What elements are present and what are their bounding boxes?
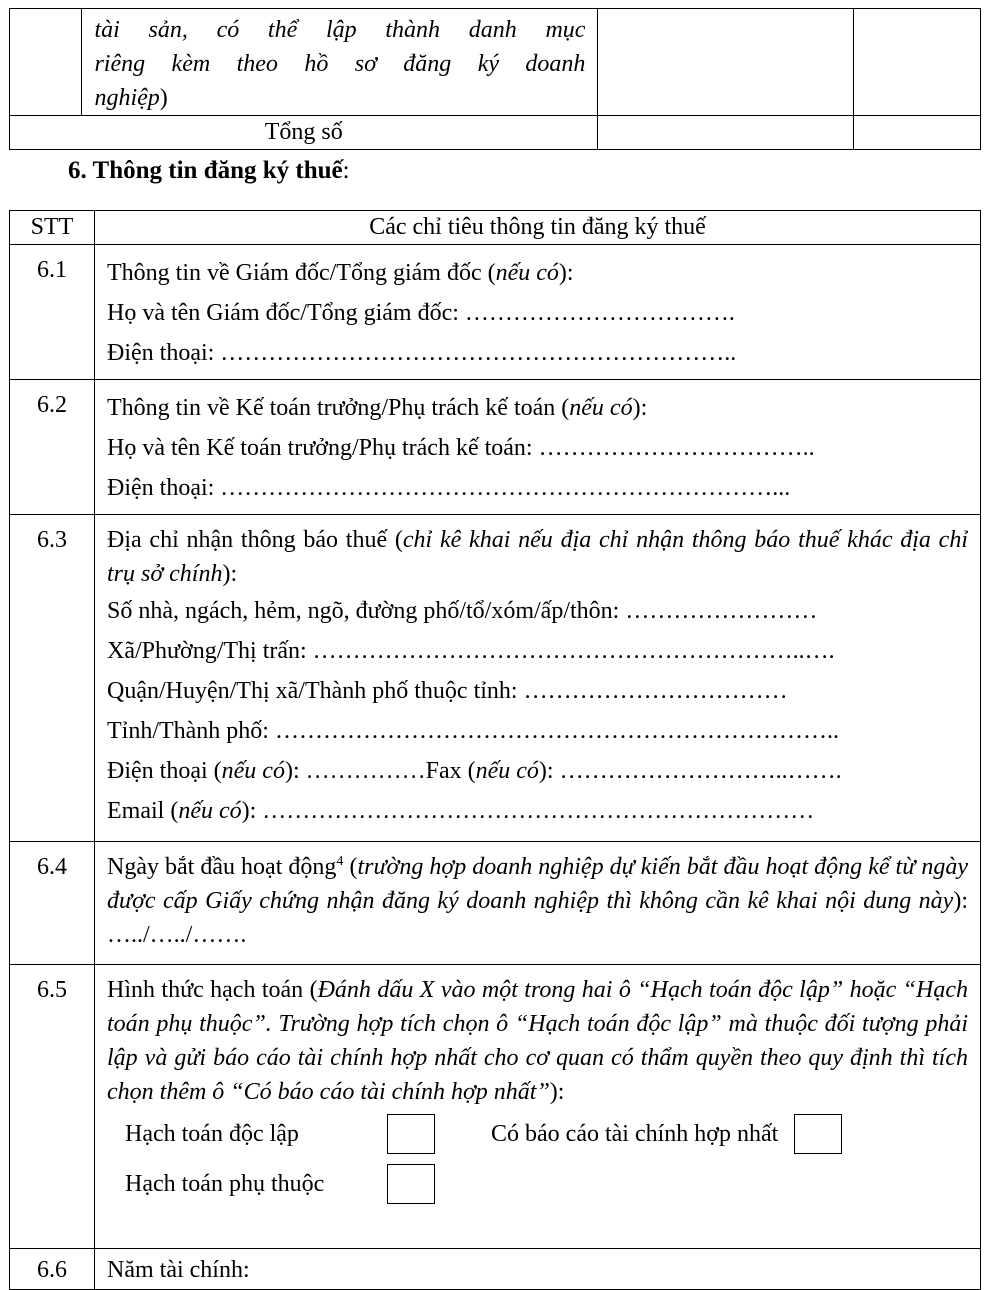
province-field[interactable]: Tỉnh/Thành phố: ……………………………………………………………..: [107, 718, 839, 744]
ratio-cell[interactable]: [854, 9, 981, 116]
ward-field[interactable]: Xã/Phường/Thị trấn: ……………………………………………………..….: [107, 638, 835, 664]
column-header-title: Các chỉ tiêu thông tin đăng ký thuế: [95, 211, 981, 245]
director-info-cell: [95, 245, 981, 380]
tax-notice-address-label: [107, 523, 968, 591]
column-header-stt: STT: [10, 211, 95, 245]
table-cell: [10, 9, 82, 116]
footnote-marker: 4: [336, 854, 344, 869]
district-field[interactable]: Quận/Huyện/Thị xã/Thành phố thuộc tỉnh: ……………………………: [107, 678, 788, 704]
accounting-method-cell: [95, 965, 981, 1249]
row-6-4: [10, 842, 981, 965]
row-number: 6.5: [10, 965, 95, 1249]
label-open: (: [343, 854, 358, 880]
row-number: 6.6: [10, 1249, 95, 1290]
chief-accountant-cell: [95, 380, 981, 515]
phone-fax-field[interactable]: [107, 751, 968, 791]
label-note: Đánh dấu X vào một trong hai ô “Hạch toán độc lập” hoặc “Hạch toán phụ thuộc”. Trường hợp tích chọn ô “Hạch toán độc lập” mà thuộc đối tượng phải lập và gửi báo cáo tài chính hợp nhất cho cơ quan có thẩm quyền theo quy định thì tích chọn thêm ô “Có báo cáo tài chính hợp nhất”: [107, 977, 968, 1105]
asset-text-line: [94, 81, 585, 115]
director-info-label: [107, 253, 968, 293]
option-independent-checkbox[interactable]: [387, 1114, 435, 1154]
label-suffix: ):: [632, 395, 648, 421]
label-suffix: ):: [549, 1079, 565, 1105]
row-number: 6.3: [10, 515, 95, 842]
row-number: 6.1: [10, 245, 95, 380]
value-cell[interactable]: [598, 9, 854, 116]
label-suffix: ):: [558, 260, 574, 286]
option-consolidated-checkbox[interactable]: [794, 1114, 842, 1154]
option-dependent-checkbox[interactable]: [387, 1164, 435, 1204]
asset-text-tail: ): [159, 85, 168, 111]
label-suffix: ):: [222, 561, 238, 587]
director-phone-field[interactable]: Điện thoại: ………………………………………………………..: [107, 340, 737, 366]
option-row: [107, 1109, 968, 1159]
tax-notice-address-cell: [95, 515, 981, 842]
option-consolidated-label: Có báo cáo tài chính hợp nhất: [491, 1121, 779, 1147]
section-title: 6. Thông tin đăng ký thuế: [68, 157, 343, 184]
label-note: nếu có: [495, 260, 559, 286]
email-note: nếu có: [178, 798, 242, 824]
asset-text-line: riêng kèm theo hồ sơ đăng ký doanh: [94, 51, 586, 77]
address-fields: [107, 591, 968, 831]
label-text: Thông tin về Kế toán trưởng/Phụ trách kế toán (: [107, 395, 570, 421]
label-text: Ngày bắt đầu hoạt động: [107, 854, 337, 880]
row-6-6: [10, 1249, 981, 1290]
asset-table: [9, 8, 981, 150]
tax-registration-table: [9, 210, 981, 1290]
start-date-field[interactable]: [107, 850, 968, 952]
start-date-cell: [95, 842, 981, 965]
label-text: Địa chỉ nhận thông báo thuế (: [107, 527, 403, 553]
total-ratio-cell[interactable]: [854, 116, 981, 150]
email-field[interactable]: [107, 791, 968, 831]
total-value-cell[interactable]: [598, 116, 854, 150]
email-dots: ): ……………………………………………………………: [241, 798, 815, 824]
row-6-1: [10, 245, 981, 380]
row-6-3: [10, 515, 981, 842]
chief-accountant-label: [107, 388, 968, 428]
label-note: nếu có: [569, 395, 633, 421]
option-dependent-label: Hạch toán phụ thuộc: [125, 1171, 325, 1197]
chief-accountant-phone-field[interactable]: Điện thoại: ……………………………………………………………...: [107, 475, 791, 501]
asset-text-last: nghiệp: [94, 85, 160, 111]
label-note: chỉ kê khai nếu địa chỉ nhận thông báo thuế khác địa chỉ trụ sở chính: [107, 527, 968, 587]
email-label: Email (: [107, 798, 179, 824]
fax-dots: ): ………………………..…….: [538, 758, 842, 784]
phone-note: nếu có: [221, 758, 285, 784]
table-header-row: [10, 211, 981, 245]
total-label: Tổng số: [10, 116, 598, 150]
label-note: trường hợp doanh nghiệp dự kiến bắt đầu hoạt động kể từ ngày được cấp Giấy chứng nhận đăng ký doanh nghiệp thì không cần kê khai nội dung này: [107, 854, 968, 914]
row-6-5: [10, 965, 981, 1249]
row-6-2: [10, 380, 981, 515]
option-row: [107, 1159, 968, 1209]
phone-label: Điện thoại (: [107, 758, 222, 784]
house-street-field[interactable]: Số nhà, ngách, hẻm, ngõ, đường phố/tổ/xóm/ấp/thôn: ……………………: [107, 598, 818, 624]
fax-label: ): ……………Fax (: [284, 758, 476, 784]
row-number: 6.2: [10, 380, 95, 515]
label-text: Hình thức hạch toán (: [107, 977, 318, 1003]
fiscal-year-field[interactable]: Năm tài chính:: [95, 1249, 981, 1290]
asset-text-line: tài sản, có thể lập thành danh mục: [94, 17, 586, 43]
accounting-method-label: [107, 973, 968, 1109]
option-independent-label: Hạch toán độc lập: [125, 1121, 299, 1147]
date-dots: ): …../…../…….: [107, 888, 968, 948]
total-row: [10, 116, 981, 150]
section-title-suffix: :: [342, 157, 350, 184]
label-text: Thông tin về Giám đốc/Tổng giám đốc (: [107, 260, 496, 286]
fax-note: nếu có: [475, 758, 539, 784]
table-row: [10, 9, 981, 116]
director-name-field[interactable]: Họ và tên Giám đốc/Tổng giám đốc: …………………………….: [107, 300, 735, 326]
section-heading: [68, 157, 350, 185]
asset-description-cell: [82, 9, 598, 116]
chief-accountant-name-field[interactable]: Họ và tên Kế toán trưởng/Phụ trách kế toán: ……………………………..: [107, 435, 815, 461]
row-number: 6.4: [10, 842, 95, 965]
